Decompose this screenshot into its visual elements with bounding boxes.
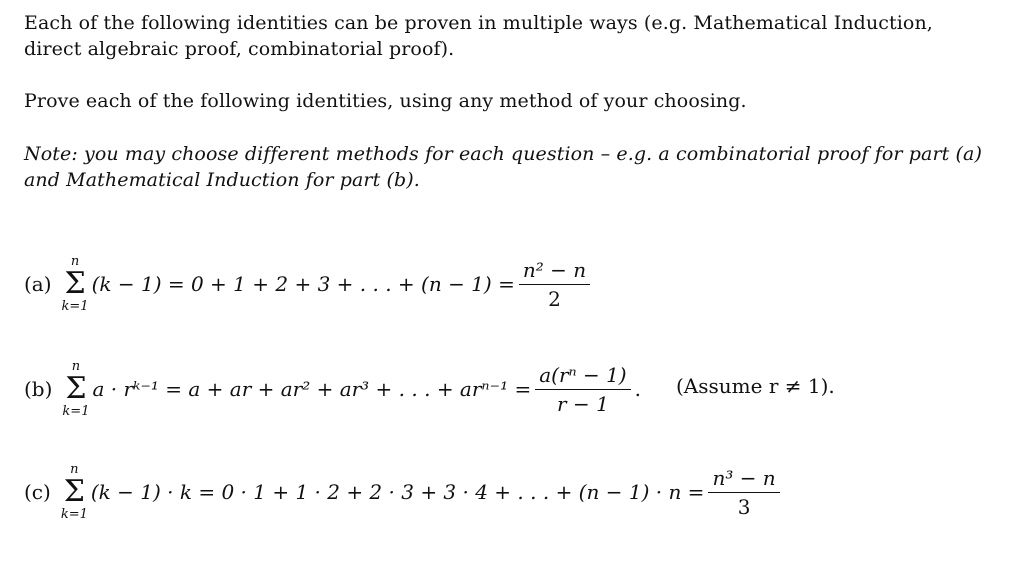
- fraction-denominator: r − 1: [557, 391, 609, 416]
- sum-upper-limit: n: [70, 254, 80, 269]
- sigma-symbol: Σ: [64, 266, 86, 301]
- identity-expression: (k − 1) · k = 0 · 1 + 1 · 2 + 2 · 3 + 3 · 4 + . . . + (n − 1) · n =: [90, 480, 705, 504]
- identity-suffix: .: [634, 377, 641, 401]
- summation: [61, 462, 88, 522]
- fraction-numerator: n² − n: [519, 258, 590, 285]
- fraction: [708, 466, 779, 519]
- sigma-symbol: Σ: [63, 474, 85, 509]
- identity-a: [24, 254, 594, 314]
- fraction: [519, 258, 590, 311]
- summation: [62, 359, 89, 419]
- identity-expression: (k − 1) = 0 + 1 + 2 + 3 + . . . + (n − 1) =: [91, 272, 515, 296]
- sigma-symbol: Σ: [65, 371, 87, 406]
- sum-upper-limit: n: [71, 359, 81, 374]
- part-label: (a): [24, 272, 52, 296]
- fraction-denominator: 2: [548, 286, 561, 311]
- intro-paragraph: Each of the following identities can be proven in multiple ways (e.g. Mathematical Induction, direct algebraic proof, combinatorial proof).: [24, 12, 933, 60]
- sum-upper-limit: n: [70, 462, 79, 477]
- part-label: (c): [24, 480, 51, 504]
- sum-lower-limit: k=1: [61, 299, 89, 314]
- fraction-numerator: a(rⁿ − 1): [535, 363, 630, 390]
- summation: [62, 254, 89, 314]
- instruction-paragraph: Prove each of the following identities, using any method of your choosing.: [24, 90, 747, 112]
- identity-c: [24, 462, 784, 522]
- identity-expression: a · rᵏ⁻¹ = a + ar + ar² + ar³ + . . . + arⁿ⁻¹ =: [92, 377, 532, 401]
- assumption-note: (Assume r ≠ 1).: [676, 374, 835, 398]
- fraction-denominator: 3: [737, 494, 751, 519]
- part-label: (b): [24, 377, 53, 401]
- fraction-numerator: n³ − n: [708, 466, 779, 493]
- note-paragraph: Note: you may choose different methods for each question – e.g. a combinatorial proof for part (a) and Mathematical Induction for part (b).: [24, 143, 982, 191]
- sum-lower-limit: k=1: [62, 404, 90, 419]
- sum-lower-limit: k=1: [60, 507, 88, 522]
- identity-b: [24, 359, 641, 419]
- fraction: [535, 363, 630, 416]
